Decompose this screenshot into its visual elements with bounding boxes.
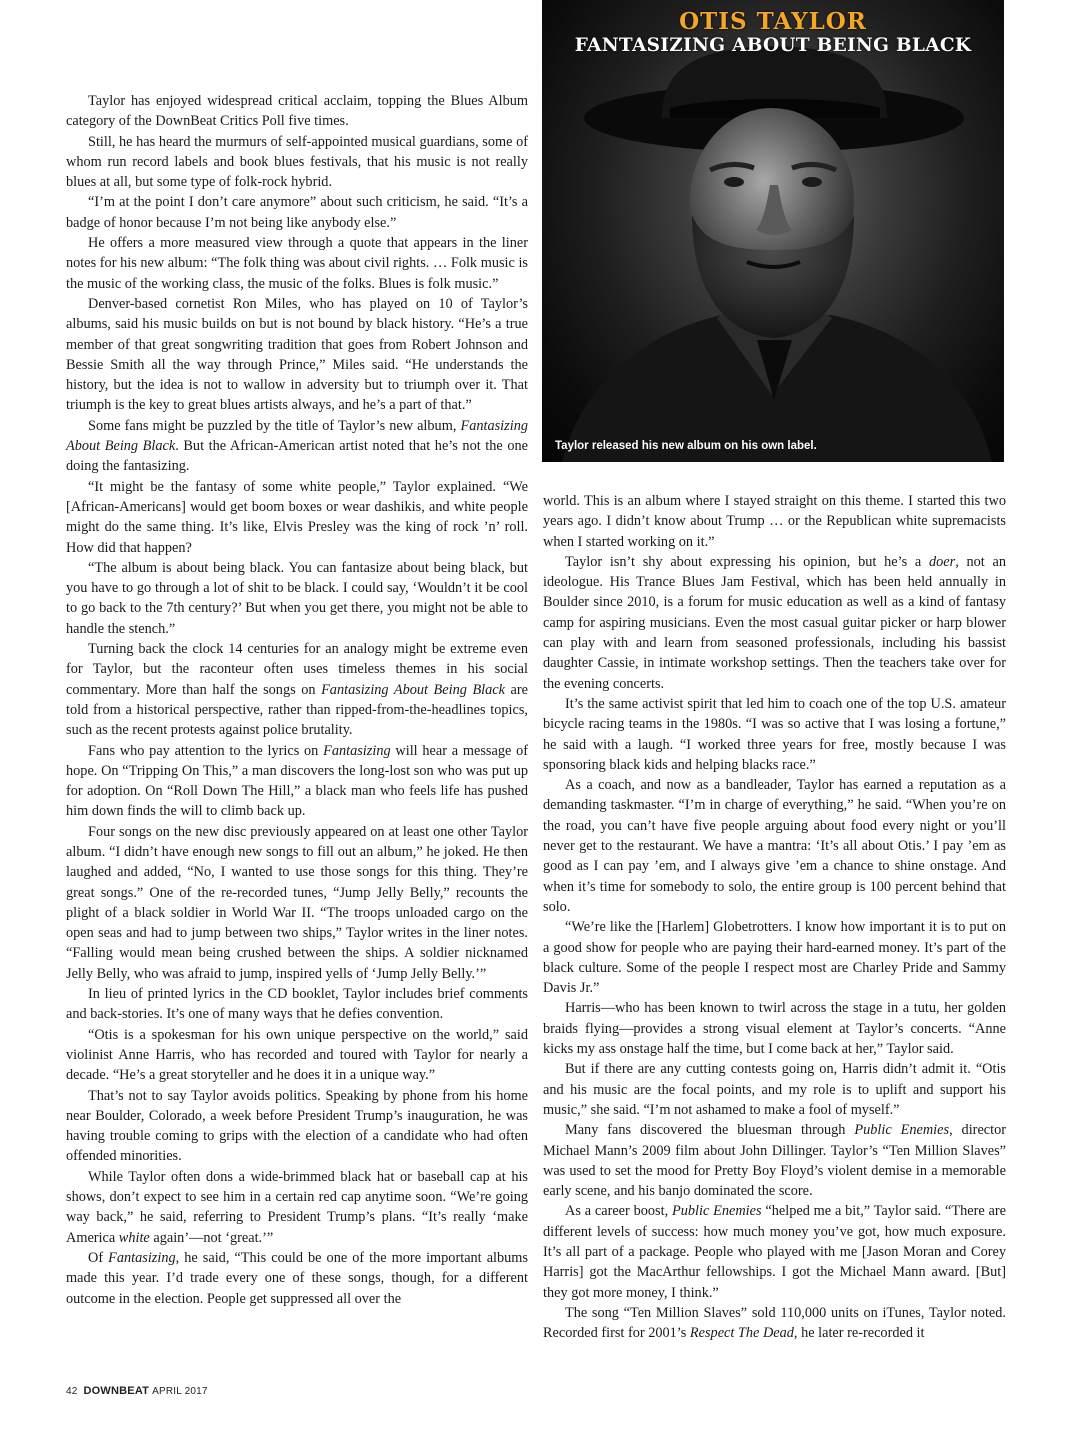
text-run: The song “Ten Million Slaves” sold 110,000 units on iTunes, Taylor noted. Recorded first for 2001’s	[543, 1304, 1006, 1342]
text-run: Fans who pay attention to the lyrics on	[88, 742, 324, 759]
text-run: , director Michael Mann’s 2009 film about John Dillinger. Taylor’s “Ten Million Slaves” was used to set the mood for Pretty Boy Floyd’s violent demise in a memorable early scene, and his banjo dominated the score.	[543, 1122, 1007, 1200]
article-paragraph	[543, 775, 1006, 917]
text-run: Some fans might be puzzled by the title of Taylor’s new album,	[88, 417, 461, 434]
article-paragraph	[66, 741, 528, 822]
article-paragraph	[66, 477, 528, 558]
text-run: Harris—who has been known to twirl across the stage in a tutu, her golden braids flying—provides a strong visual element at Taylor’s concerts. “Anne kicks my ass onstage half the time, but I come back at her,” Taylor said.	[543, 1000, 1006, 1058]
article-paragraph	[543, 998, 1006, 1059]
issue-date: APRIL 2017	[152, 1386, 208, 1397]
text-run: “helped me a bit,” Taylor said. “There are different levels of success: how much money you’ve got, how much exposure. It’s all part of a package. People who played with me [Jason Moran and Corey Harris] got the MacArthur fellowships. I got the Michael Mann award. [But] they got more money, I think.”	[543, 1203, 1006, 1301]
text-run: Taylor has enjoyed widespread critical acclaim, topping the Blues Album category of the DownBeat Critics Poll five times.	[66, 93, 528, 130]
text-run: “We’re like the [Harlem] Globetrotters. I know how important it is to put on a good show for people who are paying their hard-earned money. It’s part of the black culture. Some of the people I respect most are Charley Pride and Sammy Davis Jr.”	[543, 919, 1006, 997]
text-run: , he later re-recorded it	[793, 1325, 925, 1342]
article-paragraph	[66, 233, 528, 294]
article-paragraph	[66, 1025, 528, 1086]
italic-text: Public Enemies	[671, 1203, 762, 1220]
italic-text: doer	[928, 553, 956, 570]
text-run: Many fans discovered the bluesman through	[565, 1122, 855, 1139]
text-run: He offers a more measured view through a quote that appears in the liner notes for his new album: “The folk thing was about civil rights. … Folk music is the music of the working class, the music of the folks. Blues is folk music.”	[66, 235, 528, 292]
article-paragraph	[543, 1059, 1006, 1120]
album-artist-title: OTIS TAYLOR	[679, 8, 867, 35]
article-paragraph	[543, 694, 1006, 775]
article-paragraph	[66, 1167, 528, 1248]
text-run: Four songs on the new disc previously appeared on at least one other Taylor album. “I didn’t have enough new songs to fill out an album,” he joked. He then laughed and added, “No, I wanted to use those songs for this thing. They’re great songs.” One of the re-recorded tunes, “Jump Jelly Belly,” recounts the plight of a black soldier in World War II. “The troops unloaded cargo on the open seas and had to jump between two ships,” Taylor writes in the liner notes. “Falling would mean being crushed between the ships. A soldier nicknamed Jelly Belly, who was afraid to jump, inspired yells of ‘Jump Jelly Belly.’”	[66, 823, 528, 982]
text-run: Of	[88, 1249, 109, 1266]
magazine-name: DOWNBEAT	[83, 1385, 150, 1397]
article-paragraph	[66, 822, 528, 984]
article-paragraph	[66, 1086, 528, 1167]
text-run: “Otis is a spokesman for his own unique perspective on the world,” said violinist Anne Harris, who has recorded and toured with Taylor for nearly a decade. “He’s a great storyteller and he does it in a unique way.”	[66, 1026, 528, 1084]
text-run: That’s not to say Taylor avoids politics. Speaking by phone from his home near Boulder, Colorado, a week before President Trump’s inauguration, he was having trouble coming to grips with the election of a candidate who had often offended minorities.	[66, 1087, 528, 1165]
portrait-illustration	[542, 0, 1004, 462]
article-paragraph	[543, 1201, 1006, 1302]
italic-text: Fantasizing	[108, 1249, 176, 1266]
article-column-left	[66, 91, 528, 1309]
italic-text: Respect The Dead	[689, 1325, 794, 1342]
article-paragraph	[66, 984, 528, 1025]
article-paragraph	[66, 639, 528, 740]
text-run: , he said, “This could be one of the more important albums made this year. I’d trade every one of these songs, though, for a different outcome in the election. People get suppressed all over the	[66, 1249, 528, 1307]
text-run: again’—not ‘great.’”	[149, 1229, 274, 1246]
article-paragraph	[543, 1303, 1006, 1344]
text-run: But if there are any cutting contests going on, Harris didn’t admit it. “Otis and his music are the focal points, and my role is to uplift and support his music,” she said. “I’m not ashamed to make a fool of myself.”	[543, 1061, 1006, 1118]
text-run: It’s the same activist spirit that led him to coach one of the top U.S. amateur bicycle racing teams in the 1980s. “I was so active that I was losing a fortune,” he said with a laugh. “I worked three years for free, mostly because I was sponsoring black kids and helping blacks race.”	[543, 695, 1006, 773]
text-run: “It might be the fantasy of some white people,” Taylor explained. “We [African-Americans] would get boom boxes or wear dashikis, and white people might do the same thing. It’s like, Elvis Presley was the king of rock ’n’ roll. How did that happen?	[66, 478, 528, 556]
text-run: , not an ideologue. His Trance Blues Jam Festival, which has been held annually in Boulder since 2010, is a forum for music education as well as a kind of fantasy camp for aspiring musicians. Even the most casual guitar picker or harp blower can play with and learn from seasoned professionals, including his bassist daughter Cassie, in intimate workshop settings. Then the teachers take over for the evening concerts.	[543, 553, 1006, 692]
text-run: . But the African-American artist noted that he’s not the one doing the fantasizing.	[66, 438, 528, 475]
text-run: As a coach, and now as a bandleader, Taylor has earned a reputation as a demanding taskmaster. “I’m in charge of everything,” he said. “When you’re on the road, you can’t have five people arguing about food every night or you’ll never get to the restaurant. We have a mantra: ‘It’s all about Otis.’ I pay ’em as good as I can pay ’em, and I always give ’em a chance to shine onstage. And when it’s time for somebody to solo, the entire group is 100 percent behind that solo.	[543, 777, 1006, 915]
text-run: In lieu of printed lyrics in the CD booklet, Taylor includes brief comments and back-stories. It’s one of many ways that he defies convention.	[66, 986, 528, 1023]
article-paragraph	[66, 1248, 528, 1309]
article-paragraph	[66, 91, 528, 132]
album-cover-photo	[542, 0, 1004, 462]
article-paragraph	[543, 552, 1006, 694]
article-column-right	[543, 491, 1006, 1343]
article-paragraph	[543, 1120, 1006, 1201]
article-paragraph	[66, 416, 528, 477]
text-run: While Taylor often dons a wide-brimmed black hat or baseball cap at his shows, don’t expect to see him in a certain red cap anytime soon. “We’re going way back,” he said, referring to President Trump’s plans. “It’s really ‘make America	[66, 1168, 528, 1246]
italic-text: Fantasizing About Being Black	[66, 417, 528, 455]
text-run: are told from a historical perspective, rather than ripped-from-the-headlines topics, such as the recent protests against police brutality.	[66, 681, 528, 739]
article-paragraph	[66, 132, 528, 193]
italic-text: Public Enemies	[854, 1122, 950, 1139]
article-paragraph	[66, 558, 528, 639]
text-run: Taylor isn’t shy about expressing his opinion, but he’s a	[565, 553, 929, 570]
text-run: “I’m at the point I don’t care anymore” about such criticism, he said. “It’s a badge of honor because I’m not being like anybody else.”	[66, 194, 528, 231]
page-footer	[66, 1385, 208, 1397]
italic-text: Fantasizing About Being Black	[321, 681, 505, 698]
italic-text: Fantasizing	[323, 742, 391, 759]
album-title: FANTASIZING ABOUT BEING BLACK	[574, 35, 972, 56]
text-run: Still, he has heard the murmurs of self-appointed musical guardians, some of whom run record labels and book blues festivals, that his music is not really blues at all, but some type of folk-rock hybrid.	[66, 133, 528, 191]
italic-text: white	[118, 1229, 150, 1246]
text-run: world. This is an album where I stayed straight on this theme. I started this two years ago. I didn’t know about Trump … or the Republican white supremacists when I started working on it.”	[543, 493, 1006, 550]
text-run: Turning back the clock 14 centuries for an analogy might be extreme even for Taylor, but the raconteur often uses timeless themes in his social commentary. More than half the songs on	[66, 641, 528, 698]
photo-caption: Taylor released his new album on his own label.	[555, 440, 817, 452]
article-paragraph	[543, 917, 1006, 998]
article-paragraph	[543, 491, 1006, 552]
text-run: will hear a message of hope. On “Tripping On This,” a man discovers the long-lost son who was put up for adoption. On “Roll Down The Hill,” a black man who feels life has pushed him down finds the will to climb back up.	[66, 742, 528, 820]
text-run: Denver-based cornetist Ron Miles, who has played on 10 of Taylor’s albums, said his music builds on but is not bound by black history. “He’s a true member of that great songwriting tradition that goes from Robert Johnson and Bessie Smith all the way through Prince,” Miles said. “He understands the history, but the idea is not to wallow in adversity but to triumph over it. That triumph is the key to great blues artists always, and he’s a part of that.”	[66, 295, 528, 414]
article-paragraph	[66, 192, 528, 233]
text-run: “The album is about being black. You can fantasize about being black, but you have to go through a lot of shit to be black. I could say, ‘Wouldn’t it be cool to go back to the 7th century?’ But when you get there, you might not be able to handle the stench.”	[66, 559, 528, 637]
article-paragraph	[66, 294, 528, 416]
page-number: 42	[66, 1386, 78, 1397]
text-run: As a career boost,	[565, 1203, 672, 1220]
